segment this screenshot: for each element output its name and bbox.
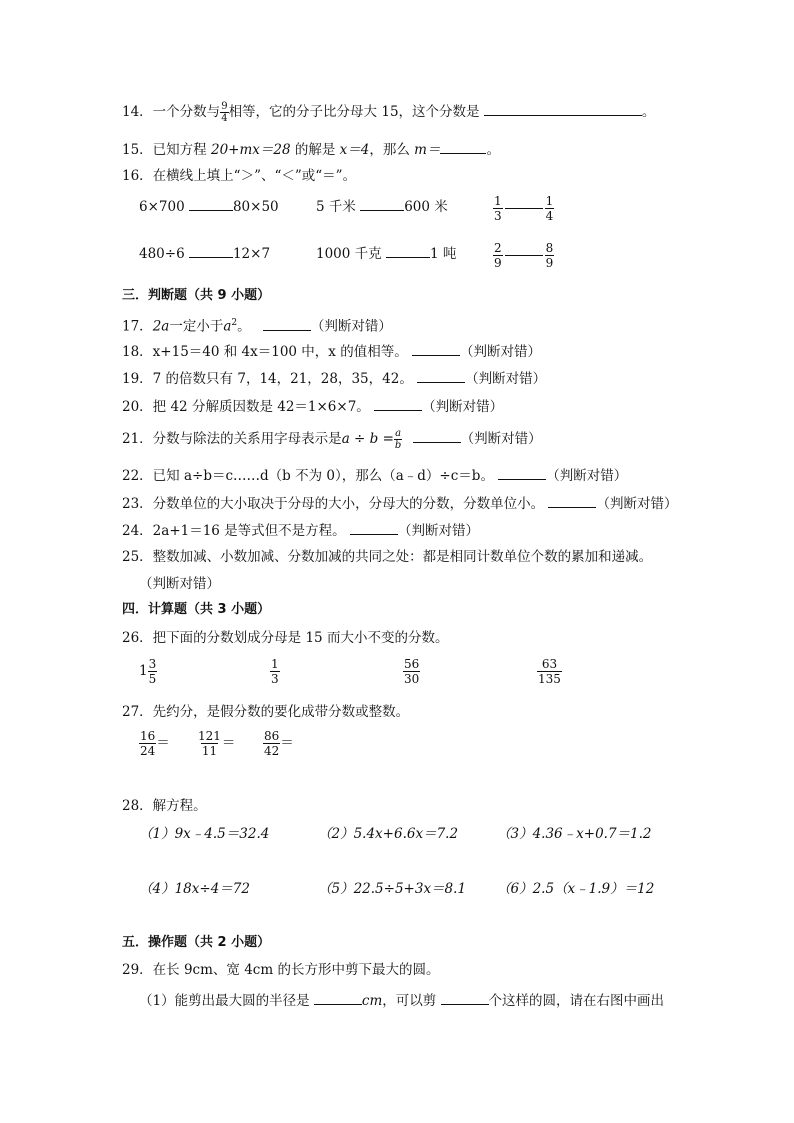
reduce-121-11: $\frac{121}{11}$ ＝ [198,729,236,758]
section-4-heading: 四．计算题（共 3 小题） [122,602,271,617]
answer-blank[interactable] [505,255,543,256]
compare-5: 1000 千克 1 吨 [316,243,456,263]
answer-blank[interactable] [413,428,461,443]
answer-blank[interactable] [548,493,596,508]
answer-blank[interactable] [263,316,311,331]
compare-3: $\frac{1}{3}$ $\frac{1}{4}$ [494,194,554,223]
answer-blank[interactable] [189,243,233,258]
question-29-1: （1）能剪出最大圆的半径是 cm，可以剪 个这样的圆，请在右图中画出 [139,990,664,1010]
answer-blank[interactable] [484,101,642,116]
fraction-56-30: $\frac{56}{30}$ [404,657,420,686]
answer-blank[interactable] [440,139,486,154]
answer-blank[interactable] [189,196,233,211]
question-22: 22．已知 a÷b＝c……d（b 不为 0），那么（a﹣d）÷c＝b。 （判断对错） [122,465,627,485]
question-29: 29．在长 9cm、宽 4cm 的长方形中剪下最大的圆。 [122,962,440,978]
fraction-1-3: $\frac{1}{3}$ [271,657,279,686]
equation-2: （2）5.4x+6.6x＝7.2 [318,826,459,842]
question-25: 25．整数加减、小数加减、分数加减的共同之处：都是相同计数单位个数的累加和递减。 [122,549,653,565]
question-28: 28．解方程。 [122,798,207,814]
question-16: 16．在横线上填上“＞”、“＜”或“＝”。 [122,168,357,184]
reduce-86-42: $\frac{86}{42}$ ＝ [264,729,294,758]
question-15: 15．已知方程 20+mx＝28 的解是 x＝4，那么 m＝ 。 [122,139,500,159]
fraction-63-135: $\frac{63}{135}$ [538,657,561,686]
question-17: 17．2a一定小于$a^2$。 （判断对错） [122,314,392,336]
answer-blank[interactable] [412,341,460,356]
question-19: 19．7 的倍数只有 7，14，21，28，35，42。 （判断对错） [122,368,546,388]
question-14: 14．一个分数与 $\frac{9}{4}$ 相等，它的分子比分母大 15，这个分数是 。 [122,101,656,124]
reduce-16-24: $\frac{16}{24}$ ＝ [140,729,170,758]
fraction-9-4: $\frac{9}{4}$ [221,101,228,124]
radius-blank[interactable] [314,990,362,1005]
answer-blank[interactable] [505,208,543,209]
equation-5: （5）22.5÷5+3x＝8.1 [318,881,467,897]
equation-1: （1）9x﹣4.5＝32.4 [139,826,270,842]
answer-blank[interactable] [374,396,422,411]
section-3-heading: 三．判断题（共 9 小题） [122,288,271,303]
answer-blank[interactable] [498,465,546,480]
answer-blank[interactable] [350,520,398,535]
equation-3: （3）4.36﹣x+0.7＝1.2 [497,826,652,842]
question-27: 27．先约分，是假分数的要化成带分数或整数。 [122,704,410,720]
compare-6: $\frac{2}{9}$ $\frac{8}{9}$ [494,241,554,270]
count-blank[interactable] [441,990,489,1005]
question-20: 20．把 42 分解质因数是 42＝1×6×7。 （判断对错） [122,396,503,416]
question-21: 21．分数与除法的关系用字母表示是a ÷ b = $\frac{a}{b}$ （判断对错） [122,428,542,451]
fraction-1-3-5: 1 $\frac{3}{5}$ [139,657,157,686]
answer-blank[interactable] [417,368,465,383]
answer-blank[interactable] [360,196,404,211]
compare-2: 5 千米 600 米 [316,196,448,216]
compare-1: 6×700 80×50 [139,196,279,216]
answer-blank[interactable] [386,243,430,258]
equation-6: （6）2.5（x﹣1.9）＝12 [497,881,655,897]
question-18: 18．x+15＝40 和 4x＝100 中，x 的值相等。 （判断对错） [122,341,541,361]
compare-4: 480÷6 12×7 [139,243,270,263]
section-5-heading: 五．操作题（共 2 小题） [122,935,271,950]
question-24: 24．2a+1＝16 是等式但不是方程。 （判断对错） [122,520,479,540]
equation-4: （4）18x÷4＝72 [139,881,250,897]
question-25-judge: （判断对错） [139,576,220,592]
question-26: 26．把下面的分数划成分母是 15 而大小不变的分数。 [122,630,449,646]
question-23: 23．分数单位的大小取决于分母的大小，分母大的分数，分数单位小。 （判断对错） [122,493,677,513]
